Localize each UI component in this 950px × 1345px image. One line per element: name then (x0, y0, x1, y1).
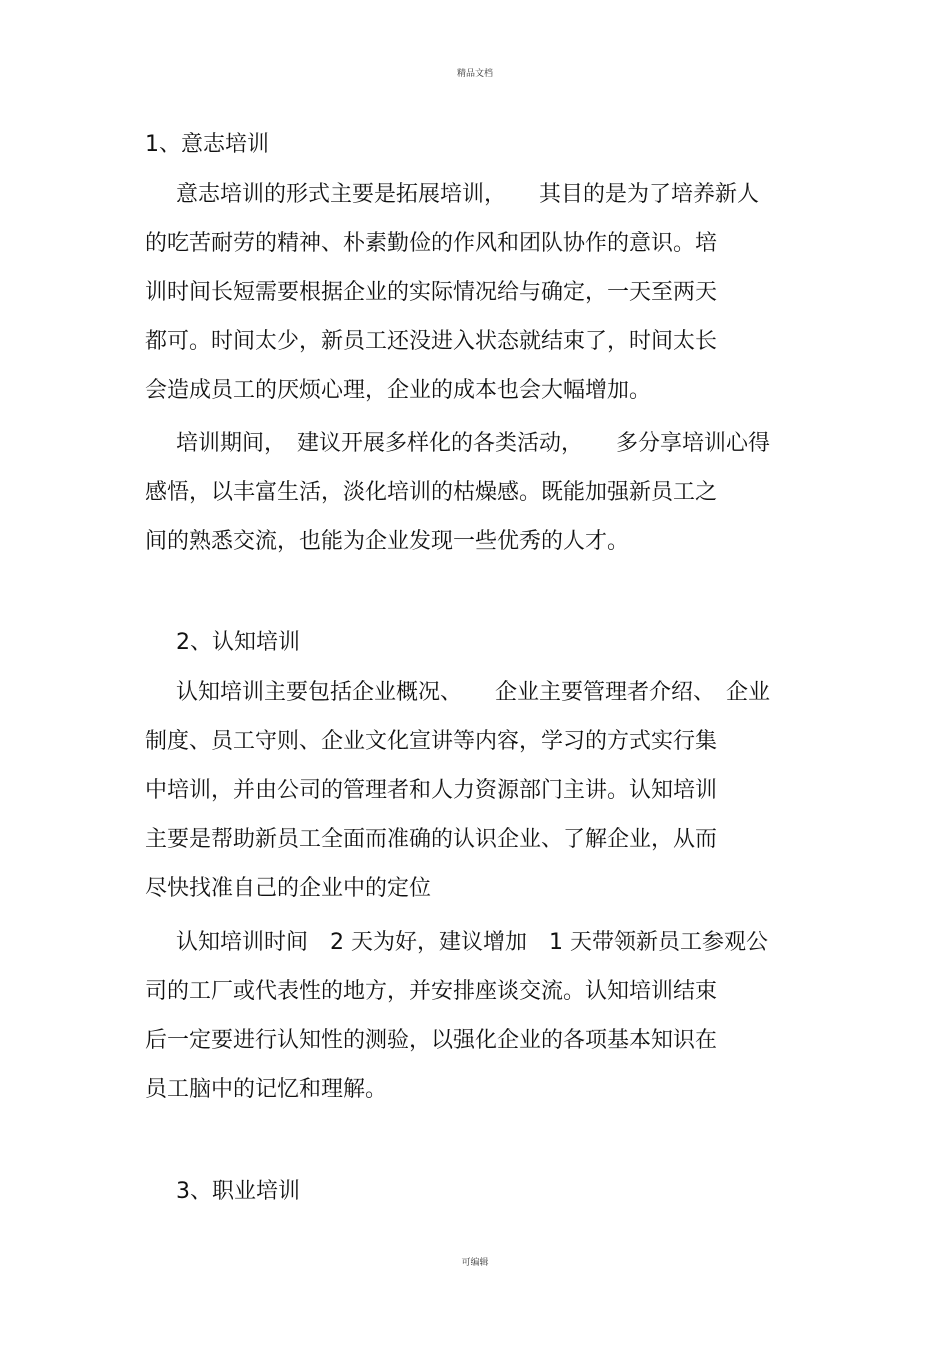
page-header-watermark: 精品文档 (456, 69, 493, 79)
paragraph-line: 间的熟悉交流，也能为企业发现一些优秀的人才。 (145, 529, 630, 554)
paragraph-line: 意志培训的形式主要是拓展培训， 其目的是为了培养新人 (176, 182, 760, 207)
section-heading: 2、认知培训 (176, 630, 300, 655)
paragraph-line: 后一定要进行认知性的测验，以强化企业的各项基本知识在 (145, 1028, 718, 1053)
paragraph-line: 认知培训主要包括企业概况、 企业主要管理者介绍、 企业 (176, 680, 771, 705)
page-footer-note: 可编辑 (461, 1258, 489, 1268)
paragraph-line: 感悟，以丰富生活，淡化培训的枯燥感。既能加强新员工之 (145, 480, 718, 505)
section-heading: 3、职业培训 (176, 1179, 300, 1204)
paragraph-line: 训时间长短需要根据企业的实际情况给与确定，一天至两天 (145, 280, 718, 305)
paragraph-line: 员工脑中的记忆和理解。 (145, 1077, 388, 1102)
section-heading: 1、意志培训 (145, 132, 269, 157)
paragraph-line: 都可。时间太少，新员工还没进入状态就结束了，时间太长 (145, 329, 718, 354)
paragraph-line: 制度、员工守则、企业文化宣讲等内容，学习的方式实行集 (145, 729, 718, 754)
paragraph-line: 的吃苦耐劳的精神、朴素勤俭的作风和团队协作的意识。培 (145, 231, 718, 256)
paragraph-line: 司的工厂或代表性的地方，并安排座谈交流。认知培训结束 (145, 979, 718, 1004)
paragraph-line: 会造成员工的厌烦心理，企业的成本也会大幅增加。 (145, 378, 652, 403)
paragraph-line: 尽快找准自己的企业中的定位 (145, 876, 432, 901)
paragraph-line: 认知培训时间 2 天为好，建议增加 1 天带领新员工参观公 (176, 930, 768, 955)
paragraph-line: 主要是帮助新员工全面而准确的认识企业、了解企业，从而 (145, 827, 718, 852)
paragraph-line: 培训期间， 建议开展多样化的各类活动， 多分享培训心得 (176, 431, 771, 456)
paragraph-line: 中培训，并由公司的管理者和人力资源部门主讲。认知培训 (145, 778, 718, 803)
